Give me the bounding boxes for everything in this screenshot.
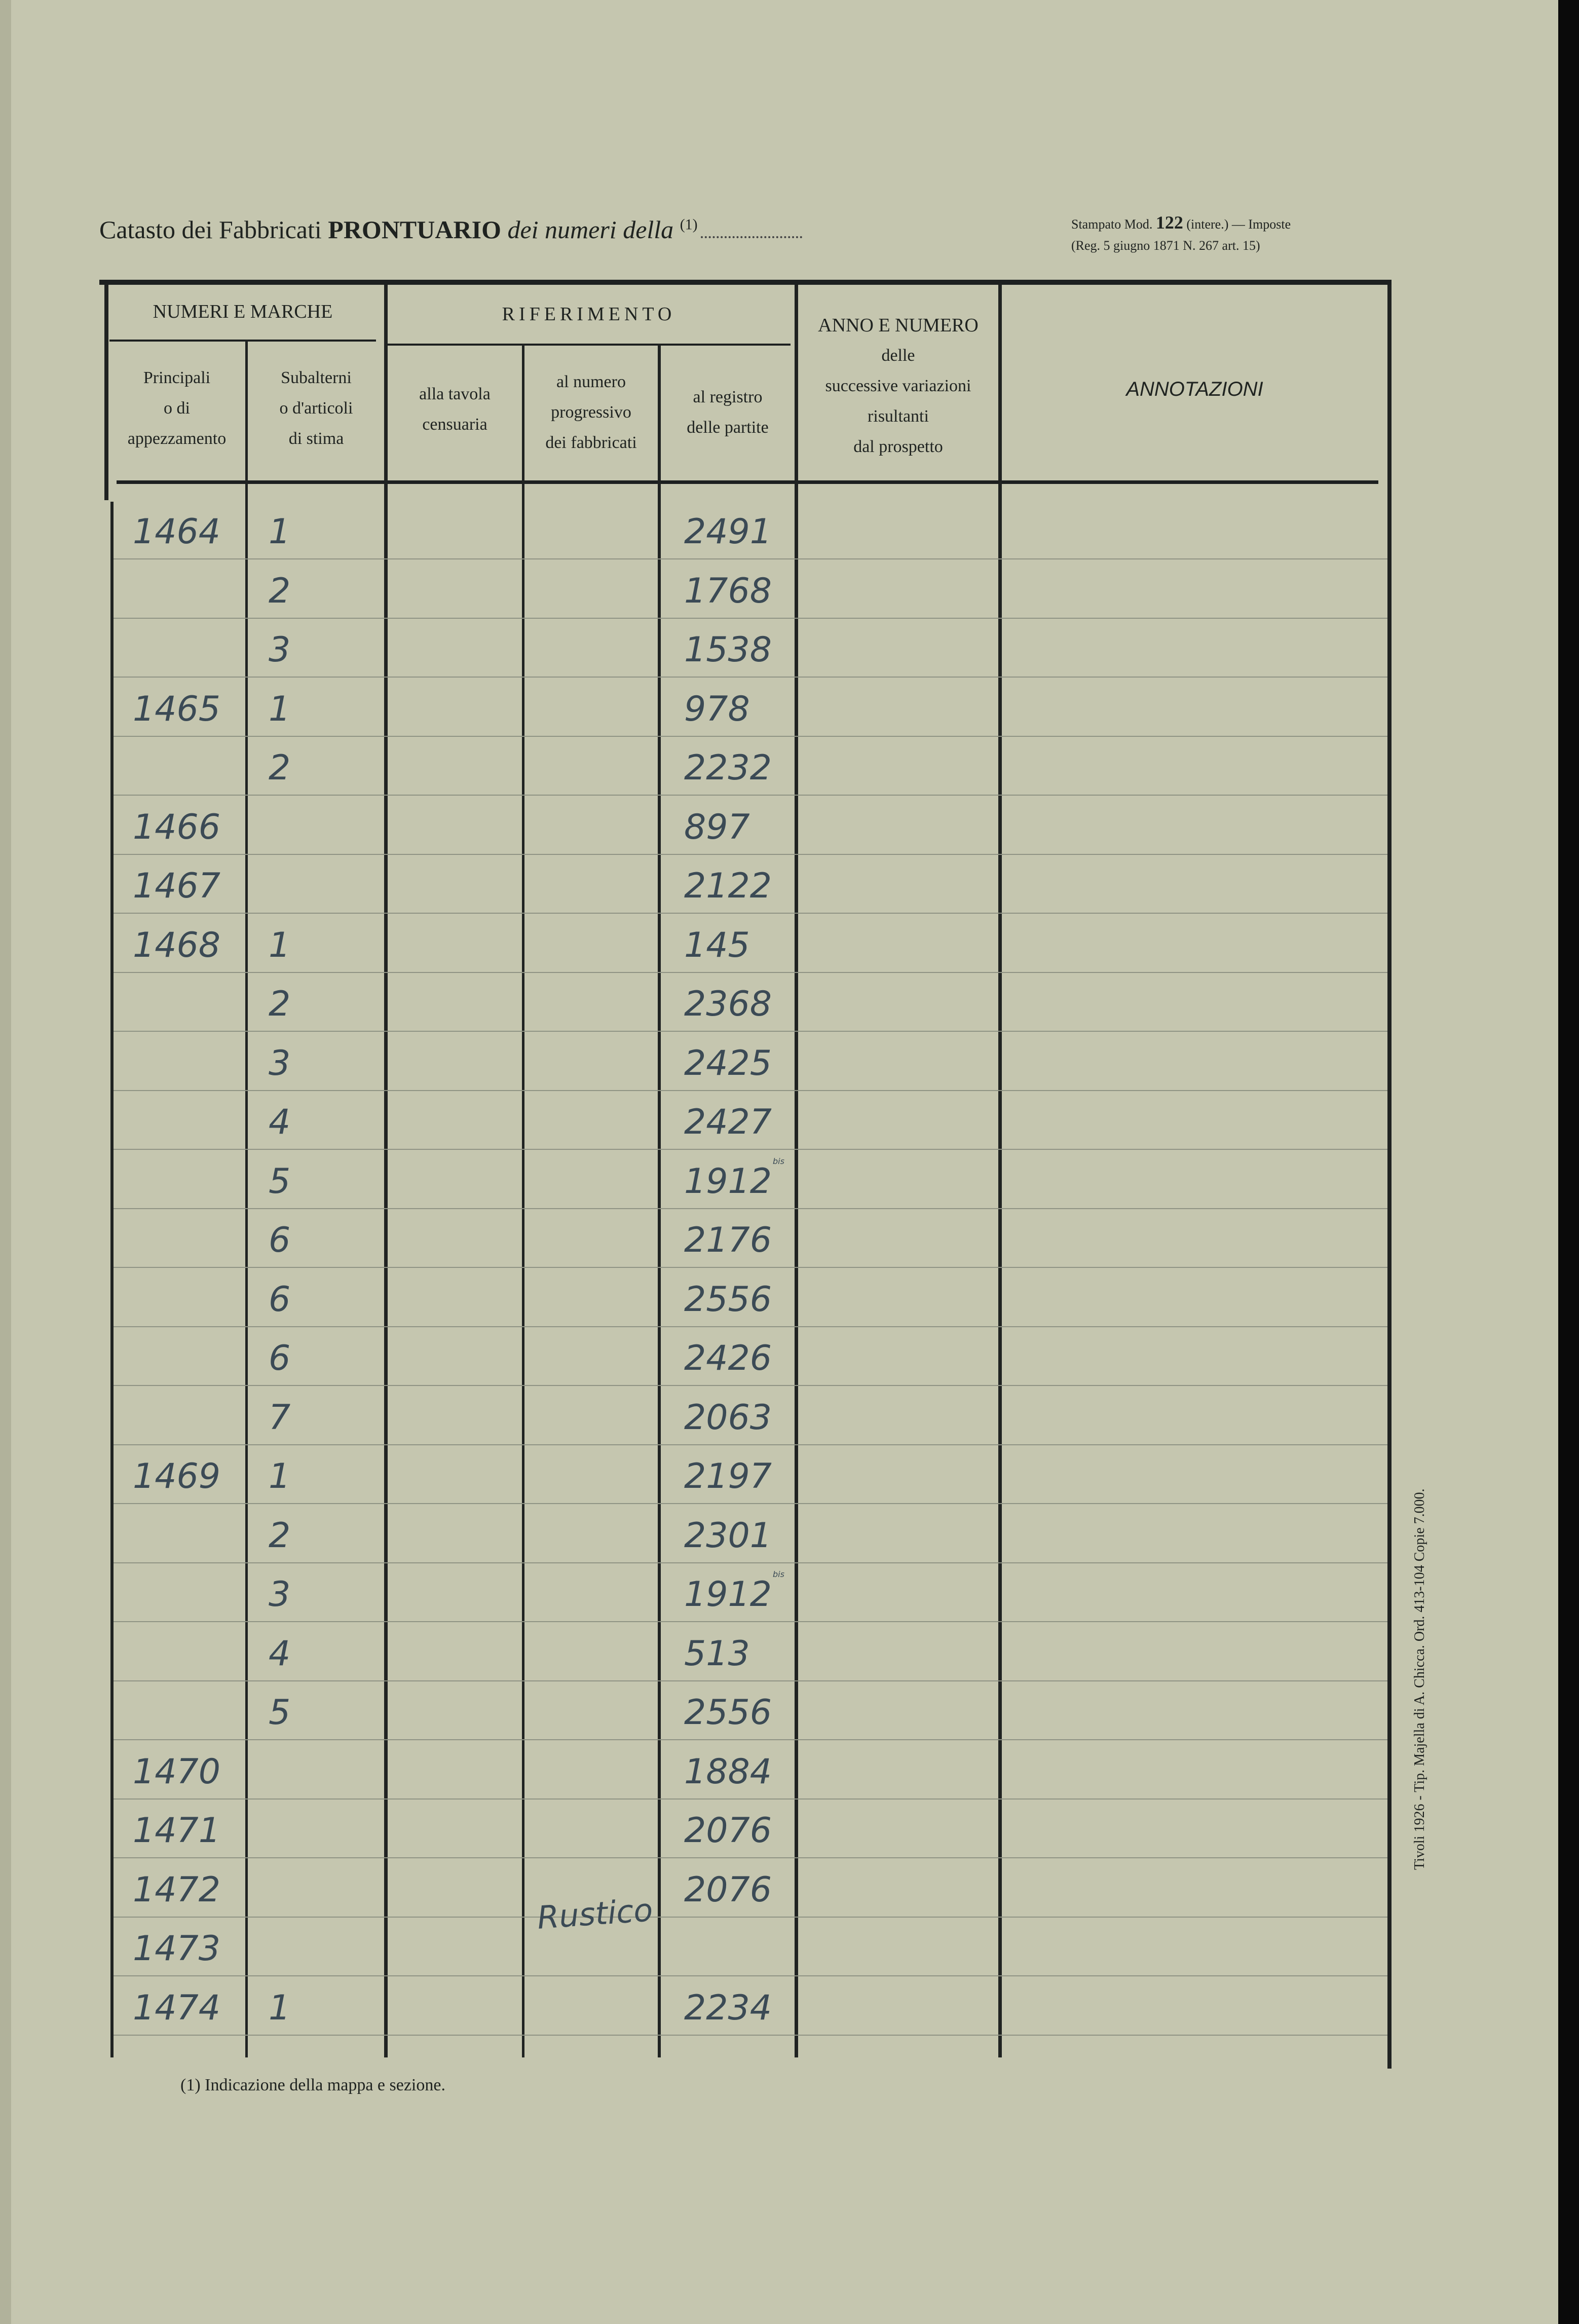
cell-subalterno: 4 — [269, 1102, 291, 1142]
cell-registro: 2197 — [684, 1456, 772, 1496]
side-imprint: Tivoli 1926 - Tip. Majella di A. Chicca. Ord. 413-104 Copie 7.000. — [1412, 1488, 1427, 1870]
row-rule — [114, 972, 1387, 973]
row-rule — [114, 677, 1387, 678]
cell-principale: 1474 — [133, 1988, 221, 2028]
col-rule-progressivo — [522, 344, 524, 2057]
row-rule — [114, 913, 1387, 914]
form-title — [99, 215, 802, 244]
cell-registro: 1912 — [684, 1575, 772, 1615]
cell-registro: 513 — [684, 1634, 750, 1674]
header-bottom-rule — [117, 480, 1378, 484]
cell-principale: 1464 — [133, 512, 221, 552]
row-rule — [114, 736, 1387, 737]
cell-principale: 1472 — [133, 1870, 221, 1910]
cell-subalterno: 7 — [269, 1398, 291, 1438]
cell-registro: 897 — [684, 807, 750, 847]
row-rule — [114, 1503, 1387, 1504]
cell-subalterno: 1 — [269, 689, 291, 729]
cell-principale: 1473 — [133, 1929, 221, 1969]
col-rule-sub — [245, 340, 248, 2057]
stamp-line-1 — [1071, 212, 1291, 233]
cell-subalterno: 1 — [269, 925, 291, 965]
header-subalterni: Subalterni o d'articoli di stima — [279, 368, 353, 448]
row-rule — [114, 1149, 1387, 1150]
cell-subalterno: 2 — [269, 748, 291, 788]
row-rule — [114, 558, 1387, 559]
row-rule — [114, 795, 1387, 796]
table-top-rule — [99, 280, 1392, 285]
cell-subalterno: 3 — [269, 1575, 291, 1615]
cell-principale: 1470 — [133, 1752, 221, 1792]
stamp-prefix: Stampato Mod. — [1071, 217, 1153, 232]
col-rule-annotazioni — [998, 285, 1002, 2057]
cell-principale: 1465 — [133, 689, 221, 729]
cell-subalterno: 6 — [269, 1338, 291, 1378]
row-rule — [114, 1031, 1387, 1032]
cell-subalterno: 5 — [269, 1693, 291, 1733]
row-rule — [114, 2035, 1387, 2036]
cell-registro: 2122 — [684, 866, 772, 906]
cell-principale: 1467 — [133, 866, 221, 906]
row-rule — [114, 1208, 1387, 1209]
row-rule — [114, 618, 1387, 619]
row-rule — [114, 1090, 1387, 1091]
cell-registro: 2301 — [684, 1516, 772, 1556]
cell-registro: 1768 — [684, 571, 772, 611]
scan-border — [1558, 0, 1579, 2324]
cell-principale: 1466 — [133, 807, 221, 847]
header-riferimento: RIFERIMENTO — [502, 304, 676, 325]
cell-registro: 145 — [684, 925, 750, 965]
stamp-model: 122 — [1155, 212, 1183, 233]
cell-registro: 2232 — [684, 748, 772, 788]
cell-registro: 2556 — [684, 1280, 772, 1320]
row-rule — [114, 1562, 1387, 1563]
row-rule — [114, 1798, 1387, 1800]
header-progressivo: al numero progressivo dei fabbricati — [545, 372, 637, 452]
cell-subalterno: 2 — [269, 984, 291, 1024]
row-rule — [114, 854, 1387, 855]
numeri-underline — [109, 340, 376, 342]
cell-subalterno: 3 — [269, 630, 291, 670]
cell-registro: 978 — [684, 689, 750, 729]
cell-registro-suffix: bis — [773, 1156, 784, 1166]
row-rule — [114, 1444, 1387, 1445]
cell-subalterno: 1 — [269, 512, 291, 552]
stamp-suffix: (intere.) — Imposte — [1186, 217, 1291, 232]
row-rule — [114, 1917, 1387, 1918]
cell-registro: 2425 — [684, 1043, 772, 1083]
cell-subalterno: 2 — [269, 571, 291, 611]
cell-principale: 1471 — [133, 1811, 221, 1851]
cell-registro: 2368 — [684, 984, 772, 1024]
row-rule — [114, 1739, 1387, 1740]
col-rule-right — [1387, 285, 1392, 2069]
cell-subalterno: 4 — [269, 1634, 291, 1674]
riferimento-underline — [387, 344, 791, 346]
cell-subalterno: 2 — [269, 1516, 291, 1556]
row-rule — [114, 1267, 1387, 1268]
header-numeri-marche: NUMERI E MARCHE — [153, 301, 333, 322]
header-annotazioni: ANNOTAZIONI — [1126, 378, 1263, 400]
cell-registro: 1912 — [684, 1161, 772, 1202]
col-rule-registro — [658, 344, 661, 2057]
header-principali: Principali o di appezzamento — [127, 368, 227, 448]
header-tavola: alla tavola censuaria — [419, 385, 491, 434]
cell-registro: 1884 — [684, 1752, 772, 1792]
cell-registro: 2556 — [684, 1693, 772, 1733]
cell-registro: 1538 — [684, 630, 772, 670]
row-rule — [114, 1326, 1387, 1327]
cell-registro: 2063 — [684, 1398, 772, 1438]
title-normal: Catasto dei Fabbricati — [99, 215, 322, 244]
cell-registro: 2076 — [684, 1870, 772, 1910]
cell-principale: 1469 — [133, 1456, 221, 1496]
cell-registro: 2426 — [684, 1338, 772, 1378]
row-rule — [114, 1621, 1387, 1622]
handwritten-rustico: Rustico — [536, 1891, 654, 1936]
col-rule-left-body — [110, 502, 114, 2057]
row-rule — [114, 1385, 1387, 1386]
cell-subalterno: 6 — [269, 1220, 291, 1260]
col-rule-left — [104, 284, 108, 500]
title-note: (1) — [680, 216, 698, 233]
cell-registro: 2234 — [684, 1988, 772, 2028]
cell-subalterno: 6 — [269, 1280, 291, 1320]
row-rule — [114, 1857, 1387, 1858]
header-registro: al registro delle partite — [687, 388, 769, 437]
cell-registro-suffix: bis — [773, 1569, 784, 1579]
cell-subalterno: 5 — [269, 1161, 291, 1202]
cell-subalterno: 1 — [269, 1456, 291, 1496]
cell-principale: 1468 — [133, 925, 221, 965]
cell-registro: 2176 — [684, 1220, 772, 1260]
row-rule — [114, 1680, 1387, 1681]
cell-registro: 2427 — [684, 1102, 772, 1142]
cell-subalterno: 1 — [269, 1988, 291, 2028]
page-left-edge — [0, 0, 11, 2324]
cell-registro: 2491 — [684, 512, 772, 552]
header-anno-numero: ANNO E NUMERO delle successive variazioni risultanti dal prospetto — [818, 315, 979, 456]
cell-subalterno: 3 — [269, 1043, 291, 1083]
row-rule — [114, 1975, 1387, 1976]
footnote: (1) Indicazione della mappa e sezione. — [180, 2076, 445, 2094]
stamp-line-2: (Reg. 5 giugno 1871 N. 267 art. 15) — [1071, 238, 1260, 253]
title-italic: dei numeri della — [507, 215, 674, 244]
col-rule-tavola — [384, 285, 388, 2057]
cell-registro: 2076 — [684, 1811, 772, 1851]
title-bold: PRONTUARIO — [328, 215, 501, 244]
col-rule-anno — [795, 285, 798, 2057]
title-dotted-line — [701, 236, 802, 238]
